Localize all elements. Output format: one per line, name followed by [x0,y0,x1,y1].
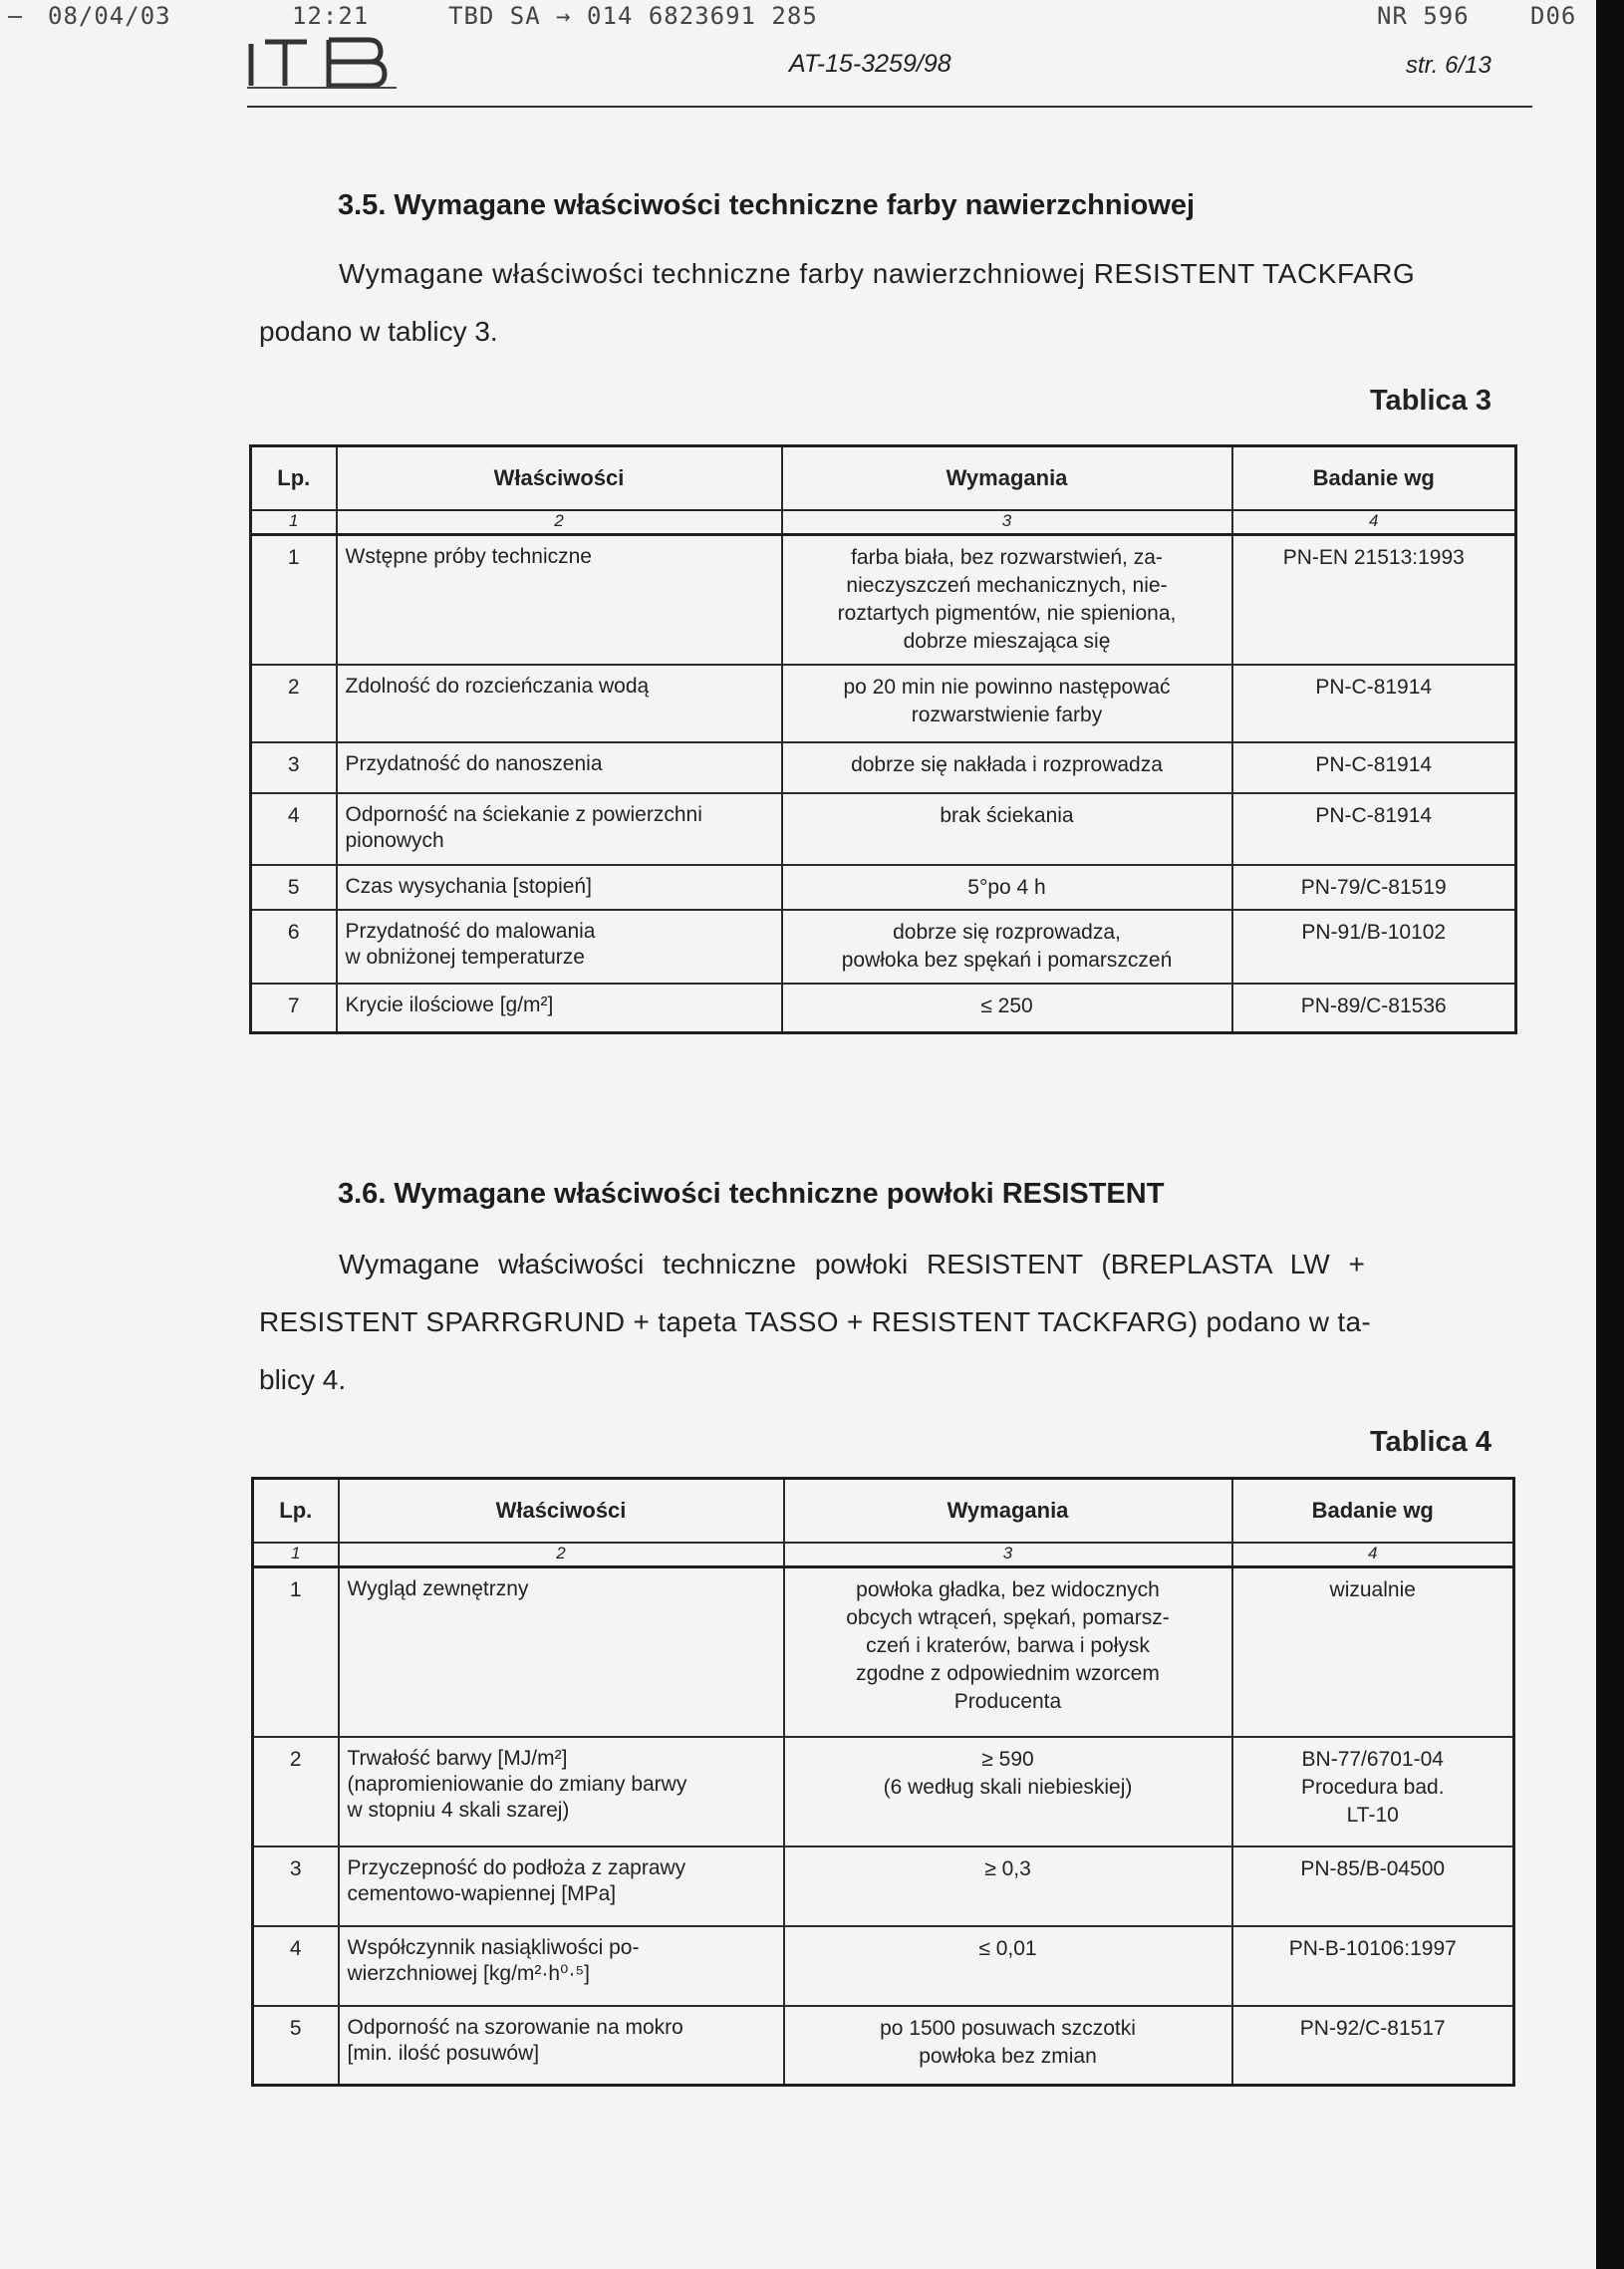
property-cell: Przydatność do nanoszenia [337,742,782,793]
property-cell: Przydatność do malowania w obniżonej temperaturze [337,910,782,984]
row-number: 2 [253,1737,339,1846]
column-number: 1 [251,510,337,535]
row-number: 5 [251,865,337,910]
requirement-cell: 5°po 4 h [782,865,1232,910]
requirement-cell: ≥ 590 (6 według skali niebieskiej) [784,1737,1232,1846]
section-3-5-paragraph [259,245,1504,361]
column-number: 1 [253,1543,339,1567]
header-properties: Właściwości [337,446,782,511]
header-test-method: Badanie wg [1232,446,1516,511]
column-number-row [253,1543,1514,1567]
property-cell: Krycie ilościowe [g/m²] [337,984,782,1033]
document-id: AT-15-3259/98 [789,50,951,78]
standard-cell: PN-B-10106:1997 [1232,1926,1514,2006]
standard-cell: PN-79/C-81519 [1232,865,1516,910]
table-header-row [251,446,1516,511]
table-row [251,910,1516,984]
page-number: str. 6/13 [1406,52,1491,79]
table-row [251,865,1516,910]
row-number: 2 [251,665,337,742]
property-cell: Odporność na ściekanie z powierzchni pionowych [337,793,782,865]
section-3-6-paragraph [259,1236,1504,1409]
table-3 [249,444,1517,1034]
table-row [253,2006,1514,2086]
row-number: 1 [251,535,337,665]
row-number: 3 [251,742,337,793]
requirement-cell: ≤ 250 [782,984,1232,1033]
property-cell: Przyczepność do podłoża z zaprawy cementowo-wapiennej [MPa] [339,1846,784,1926]
row-number: 1 [253,1567,339,1737]
column-number: 3 [782,510,1232,535]
header-requirements: Wymagania [784,1479,1232,1544]
margin-dash [8,16,22,18]
standard-cell: BN-77/6701-04 Procedura bad. LT-10 [1232,1737,1514,1846]
property-cell: Odporność na szorowanie na mokro [min. ilość posuwów] [339,2006,784,2086]
fax-page: D06 [1530,2,1577,30]
column-number: 2 [337,510,782,535]
header-properties: Właściwości [339,1479,784,1544]
table-row [253,1926,1514,2006]
header-test-method: Badanie wg [1232,1479,1514,1544]
property-cell: Wygląd zewnętrzny [339,1567,784,1737]
section-3-5-title: 3.5. Wymagane właściwości techniczne farby nawierzchniowej [338,189,1196,221]
requirement-cell: dobrze się nakłada i rozprowadza [782,742,1232,793]
fax-header [48,2,1602,32]
standard-cell: PN-C-81914 [1232,665,1516,742]
requirement-cell: po 1500 posuwach szczotki powłoka bez zmian [784,2006,1232,2086]
property-cell: Zdolność do rozcieńczania wodą [337,665,782,742]
column-number-row [251,510,1516,535]
table-row [251,742,1516,793]
row-number: 3 [253,1846,339,1926]
header-rule [247,106,1532,108]
fax-time: 12:21 [292,2,370,30]
row-number: 6 [251,910,337,984]
paragraph-line: Wymagane właściwości techniczne powłoki RESISTENT (BREPLASTA LW + [339,1249,1365,1279]
property-cell: Współczynnik nasiąkliwości po- wierzchniowej [kg/m²·h⁰·⁵] [339,1926,784,2006]
header-lp: Lp. [251,446,337,511]
table-row [251,984,1516,1033]
column-number: 4 [1232,1543,1514,1567]
requirement-cell: ≥ 0,3 [784,1846,1232,1926]
header-requirements: Wymagania [782,446,1232,511]
table-4-caption: Tablica 4 [1370,1426,1491,1458]
requirement-cell: brak ściekania [782,793,1232,865]
requirement-cell: ≤ 0,01 [784,1926,1232,2006]
standard-cell: wizualnie [1232,1567,1514,1737]
table-4 [251,1477,1515,2087]
table-row [253,1567,1514,1737]
standard-cell: PN-C-81914 [1232,742,1516,793]
property-cell: Trwałość barwy [MJ/m²] (napromieniowanie do zmiany barwy w stopniu 4 skali szarej) [339,1737,784,1846]
paragraph-line: podano w tablicy 3. [259,316,498,347]
table-3-caption: Tablica 3 [1370,385,1491,417]
fax-date: 08/04/03 [48,2,171,30]
row-number: 5 [253,2006,339,2086]
standard-cell: PN-91/B-10102 [1232,910,1516,984]
requirement-cell: farba biała, bez rozwarstwień, za- nieczyszczeń mechanicznych, nie- roztartych pigmentów, nie spieniona, dobrze mieszająca się [782,535,1232,665]
header-lp: Lp. [253,1479,339,1544]
paragraph-line: RESISTENT SPARRGRUND + tapeta TASSO + RESISTENT TACKFARG) podano w ta- [259,1306,1371,1337]
property-cell: Czas wysychania [stopień] [337,865,782,910]
column-number: 2 [339,1543,784,1567]
column-number: 4 [1232,510,1516,535]
standard-cell: PN-EN 21513:1993 [1232,535,1516,665]
scan-edge [1596,0,1624,2269]
table-row [253,1846,1514,1926]
paragraph-line: blicy 4. [259,1364,347,1395]
standard-cell: PN-92/C-81517 [1232,2006,1514,2086]
requirement-cell: po 20 min nie powinno następować rozwarstwienie farby [782,665,1232,742]
fax-line: TBD SA → 014 6823691 285 [448,2,818,30]
section-3-6-title: 3.6. Wymagane właściwości techniczne powłoki RESISTENT [338,1178,1165,1210]
fax-number: NR 596 [1377,2,1470,30]
table-row [251,665,1516,742]
table-header-row [253,1479,1514,1544]
row-number: 4 [251,793,337,865]
standard-cell: PN-85/B-04500 [1232,1846,1514,1926]
table-row [251,535,1516,665]
standard-cell: PN-C-81914 [1232,793,1516,865]
standard-cell: PN-89/C-81536 [1232,984,1516,1033]
column-number: 3 [784,1543,1232,1567]
row-number: 7 [251,984,337,1033]
table-row [251,793,1516,865]
itb-logo [247,30,416,94]
property-cell: Wstępne próby techniczne [337,535,782,665]
table-row [253,1737,1514,1846]
paragraph-line: Wymagane właściwości techniczne farby nawierzchniowej RESISTENT TACKFARG [339,258,1416,289]
row-number: 4 [253,1926,339,2006]
requirement-cell: dobrze się rozprowadza, powłoka bez spękań i pomarszczeń [782,910,1232,984]
requirement-cell: powłoka gładka, bez widocznych obcych wtrąceń, spękań, pomarsz- czeń i kraterów, barwa i połysk zgodne z odpowiednim wzorcem Producenta [784,1567,1232,1737]
